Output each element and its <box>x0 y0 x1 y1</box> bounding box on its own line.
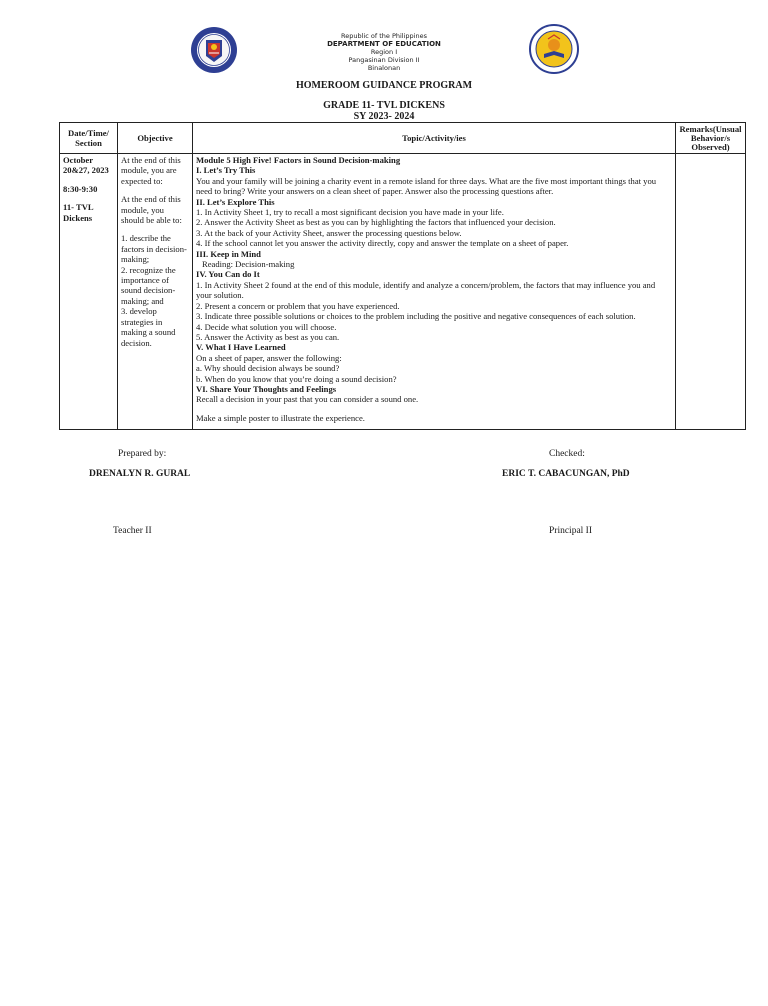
objective-item-1: 1. describe the factors in decision-making; <box>121 233 187 265</box>
section-6-text-2: Make a simple poster to illustrate the experience. <box>196 412 365 423</box>
school-seal-logo <box>526 24 582 74</box>
section-2-item-4: 4. If the school cannot let you answer the activity directly, copy and answer the template on a sheet of paper. <box>196 238 569 249</box>
department-line: DEPARTMENT OF EDUCATION <box>327 40 441 48</box>
objective-intro-2: At the end of this module, you should be able to: <box>121 194 182 226</box>
republic-line: Republic of the Philippines <box>341 32 427 40</box>
section-5-text: On a sheet of paper, answer the following: <box>196 352 342 363</box>
section-lets-try-this: I. Let’s Try This <box>196 165 256 176</box>
town-line: Binalonan <box>367 64 401 72</box>
region-line: Region I <box>370 48 398 56</box>
section-5-question-b: b. When do you know that you’re doing a sound decision? <box>196 373 397 384</box>
section-5-question-a: a. Why should decision always be sound? <box>196 363 340 374</box>
section-3-text: Reading: Decision-making <box>202 259 295 270</box>
section-2-item-2: 2. Answer the Activity Sheet as best as you can by highlighting the factors that influenced your decision. <box>196 217 556 228</box>
session-section: 11- TVL Dickens <box>63 202 94 223</box>
section-2-item-1: 1. In Activity Sheet 1, try to recall a most significant decision you have made in your life. <box>196 207 504 218</box>
module-title: Module 5 High Five! Factors in Sound Decision-making <box>196 155 401 165</box>
prepared-by-position: Teacher II <box>113 526 152 536</box>
date-time-section-header: Date/Time/ Section <box>60 123 118 154</box>
objective-intro-1: At the end of this module, you are expected to: <box>121 155 181 186</box>
topic-activities-header: Topic/Activity/ies <box>193 123 676 154</box>
section-keep-in-mind: III. Keep in Mind <box>196 248 261 259</box>
section-what-i-have-learned: V. What I Have Learned <box>196 342 286 353</box>
session-date: October 20&27, 2023 <box>63 155 109 176</box>
school-year-title: SY 2023- 2024 <box>353 111 415 122</box>
checked-by-name: ERIC T. CABACUNGAN, PhD <box>502 469 630 479</box>
objective-item-2: 2. recognize the importance of sound decision-making; and <box>121 264 176 306</box>
program-title: HOMEROOM GUIDANCE PROGRAM <box>295 80 473 91</box>
section-4-item-3: 3. Indicate three possible solutions or choices to the problem including the positive and negative consequences of each solution. <box>196 311 636 322</box>
section-4-item-4: 4. Decide what solution you will choose. <box>196 321 337 332</box>
checked-by-label: Checked: <box>549 449 585 459</box>
section-4-item-1: 1. In Activity Sheet 2 found at the end of this module, identify and analyze a concern/problem, the factors that may influence you and your solution. <box>196 279 656 301</box>
objective-cell <box>118 154 193 430</box>
section-1-text: You and your family will be joining a charity event in a remote island for three days. What are the five most important things that you need to bring? Write your answers on a clean sheet of paper. Answer also the processing questions after. <box>196 175 657 197</box>
objective-header: Objective <box>118 123 193 154</box>
checked-by-position: Principal II <box>549 526 593 536</box>
deped-seal-logo <box>187 26 241 74</box>
section-share-thoughts: VI. Share Your Thoughts and Feelings <box>196 383 337 394</box>
table-row <box>60 154 746 430</box>
agency-header <box>284 32 484 72</box>
section-4-item-5: 5. Answer the Activity as best as you can. <box>196 331 340 342</box>
date-time-section-cell <box>60 154 118 430</box>
session-time: 8:30-9:30 <box>63 183 98 194</box>
prepared-by-label: Prepared by: <box>118 449 167 459</box>
section-2-item-3: 3. At the back of your Activity Sheet, answer the processing questions below. <box>196 227 462 238</box>
section-6-text: Recall a decision in your past that you can consider a sound one. <box>196 394 419 405</box>
grade-section-title: GRADE 11- TVL DICKENS <box>323 100 445 111</box>
remarks-header: Remarks(Unsual Behavior/s Observed) <box>676 123 746 154</box>
objective-item-3: 3. develop strategies in making a sound decision. <box>121 306 176 348</box>
section-lets-explore-this: II. Let’s Explore This <box>196 196 275 207</box>
section-you-can-do-it: IV. You Can do It <box>196 269 260 280</box>
section-4-item-2: 2. Present a concern or problem that you have experienced. <box>196 300 400 311</box>
remarks-cell <box>676 154 746 430</box>
prepared-by-name: DRENALYN R. GURAL <box>89 469 191 479</box>
homeroom-plan-table <box>59 122 746 430</box>
topic-activities-cell <box>193 154 676 430</box>
table-header-row <box>60 123 746 154</box>
division-line: Pangasinan Division II <box>348 56 420 64</box>
